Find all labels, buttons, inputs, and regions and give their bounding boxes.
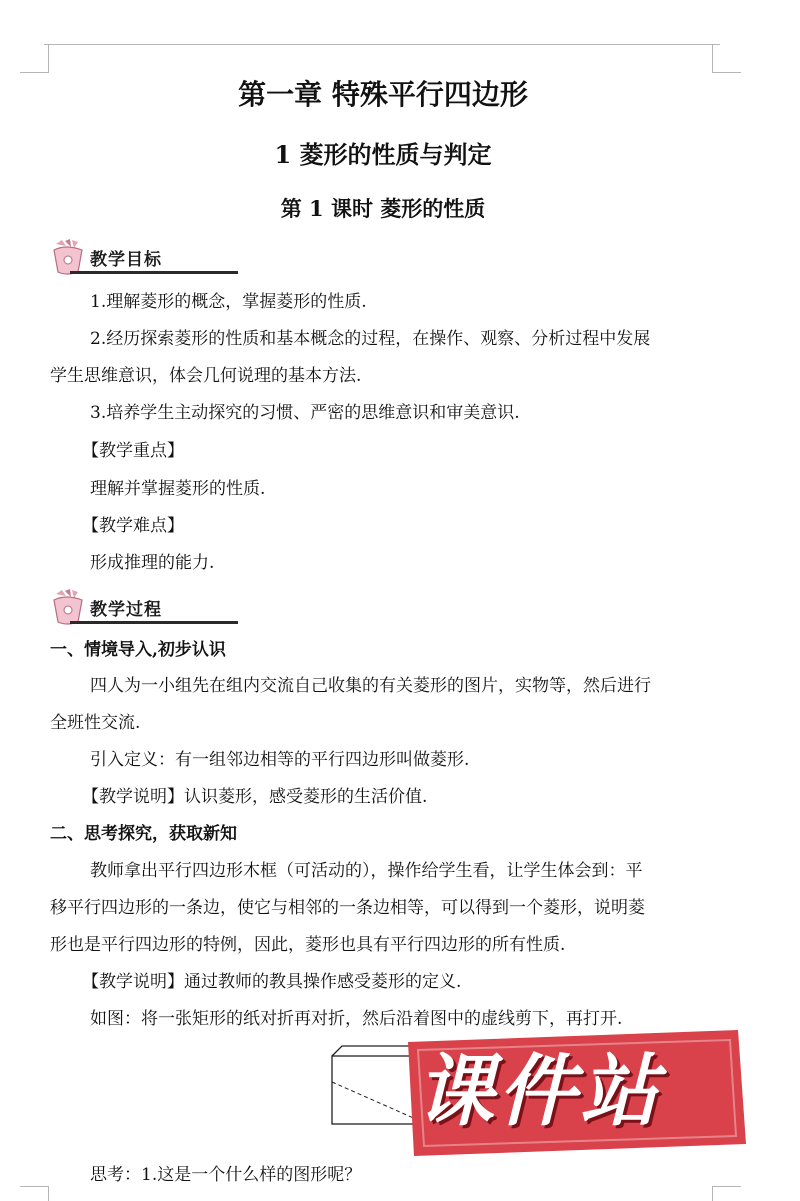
objective-2-continued: 学生思维意识，体会几何说理的基本方法. — [50, 366, 362, 386]
crop-mark-bottom-right — [712, 1186, 741, 1201]
part2-line-4: 【教学说明】通过教师的教具操作感受菱形的定义. — [82, 972, 462, 992]
part1-line-3: 引入定义：有一组邻边相等的平行四边形叫做菱形. — [90, 750, 470, 770]
part1-heading: 一、情境导入,初步认识 — [50, 640, 226, 660]
crop-mark-bottom-left — [20, 1186, 49, 1201]
chapter-title: 第一章 特殊平行四边形 — [238, 78, 528, 111]
watermark-text: 课件站 — [416, 1047, 663, 1137]
part2-line-2: 移平行四边形的一条边，使它与相邻的一条边相等，可以得到一个菱形，说明菱 — [50, 898, 645, 918]
header-rule — [44, 44, 720, 45]
objectives-badge — [48, 238, 198, 278]
process-badge-label: 教学过程 — [90, 600, 162, 620]
objective-1: 1.理解菱形的概念，掌握菱形的性质. — [90, 292, 367, 312]
difficult-point-label: 【教学难点】 — [82, 516, 184, 536]
part2-line-1: 教师拿出平行四边形木框（可活动的），操作给学生看，让学生体会到：平 — [90, 861, 643, 881]
part1-line-1: 四人为一小组先在组内交流自己收集的有关菱形的图片，实物等，然后进行 — [90, 676, 651, 696]
objectives-badge-label: 教学目标 — [90, 250, 162, 270]
key-point-text: 理解并掌握菱形的性质. — [90, 479, 266, 499]
difficult-point-text: 形成推理的能力. — [90, 553, 215, 573]
objectives-badge-underline — [70, 271, 238, 274]
objective-3: 3.培养学生主动探究的习惯、严密的思维意识和审美意识. — [90, 403, 520, 423]
crop-mark-top-left — [20, 44, 49, 73]
part1-line-4: 【教学说明】认识菱形，感受菱形的生活价值. — [82, 787, 428, 807]
part2-heading: 二、思考探究，获取新知 — [50, 824, 237, 844]
lesson-title: 第 1 课时 菱形的性质 — [280, 196, 486, 221]
process-badge-underline — [70, 621, 238, 624]
crop-mark-top-right — [712, 44, 741, 73]
process-badge — [48, 588, 198, 628]
think-question: 思考：1.这是一个什么样的图形呢？ — [90, 1165, 362, 1185]
section-title: 1 菱形的性质与判定 — [274, 140, 492, 169]
part2-line-3: 形也是平行四边形的特例，因此，菱形也具有平行四边形的所有性质. — [50, 935, 566, 955]
key-point-label: 【教学重点】 — [82, 441, 184, 461]
part2-line-5: 如图：将一张矩形的纸对折再对折，然后沿着图中的虚线剪下，再打开. — [90, 1009, 623, 1029]
watermark-logo — [398, 1028, 750, 1158]
objective-2: 2.经历探索菱形的性质和基本概念的过程，在操作、观察、分析过程中发展 — [90, 329, 651, 349]
part1-line-2: 全班性交流. — [50, 713, 141, 733]
